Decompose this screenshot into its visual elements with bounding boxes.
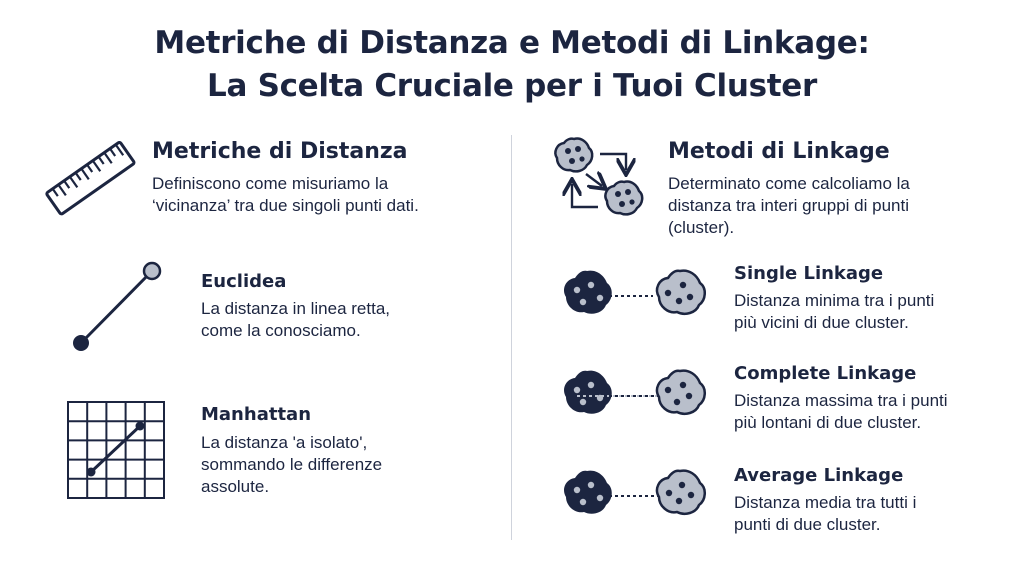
description-line: (cluster).: [668, 218, 735, 237]
cluster-arrows-icon: [550, 134, 650, 226]
description-line: Determinato come calcoliamo la: [668, 174, 910, 193]
distance-metrics-heading: Metriche di Distanza: [152, 139, 408, 164]
distance-metrics-description: [152, 173, 419, 217]
single-linkage-title: Single Linkage: [734, 263, 884, 284]
description-line: Distanza media tra tutti i: [734, 493, 917, 512]
column-divider: [511, 135, 512, 540]
euclidean-title: Euclidea: [201, 271, 287, 292]
description-line: La distanza in linea retta,: [201, 299, 391, 318]
average-linkage-description: [734, 492, 916, 536]
description-line: più vicini di due cluster.: [734, 313, 909, 332]
average-linkage-icon: [555, 468, 715, 532]
description-line: Distanza massima tra i punti: [734, 391, 948, 410]
euclidean-description: [201, 298, 390, 342]
linkage-methods-heading: Metodi di Linkage: [668, 139, 890, 164]
complete-linkage-description: [734, 390, 948, 434]
description-line: come la conosciamo.: [201, 321, 361, 340]
description-line: Definiscono come misuriamo la: [152, 174, 389, 193]
page-title-line-1: Metriche di Distanza e Metodi di Linkage:: [154, 25, 870, 61]
grid-path-icon: [66, 400, 166, 500]
description-line: sommando le differenze: [201, 455, 383, 474]
description-line: La distanza 'a isolato',: [201, 433, 368, 452]
complete-linkage-icon: [555, 368, 715, 432]
description-line: assolute.: [201, 477, 270, 496]
manhattan-description: [201, 432, 382, 498]
ruler-icon: [48, 136, 134, 222]
single-linkage-description: [734, 290, 934, 334]
description-line: ‘vicinanza’ tra due singoli punti dati.: [152, 196, 419, 215]
euclidean-line-icon: [66, 260, 166, 356]
single-linkage-icon: [555, 268, 715, 332]
page-title: [0, 22, 1024, 108]
description-line: punti di due cluster.: [734, 515, 881, 534]
description-line: più lontani di due cluster.: [734, 413, 922, 432]
complete-linkage-title: Complete Linkage: [734, 363, 917, 384]
average-linkage-title: Average Linkage: [734, 465, 904, 486]
description-line: distanza tra interi gruppi di punti: [668, 196, 909, 215]
description-line: Distanza minima tra i punti: [734, 291, 935, 310]
page-title-line-2: La Scelta Cruciale per i Tuoi Cluster: [207, 68, 817, 104]
manhattan-title: Manhattan: [201, 404, 312, 425]
linkage-methods-description: [668, 173, 910, 239]
